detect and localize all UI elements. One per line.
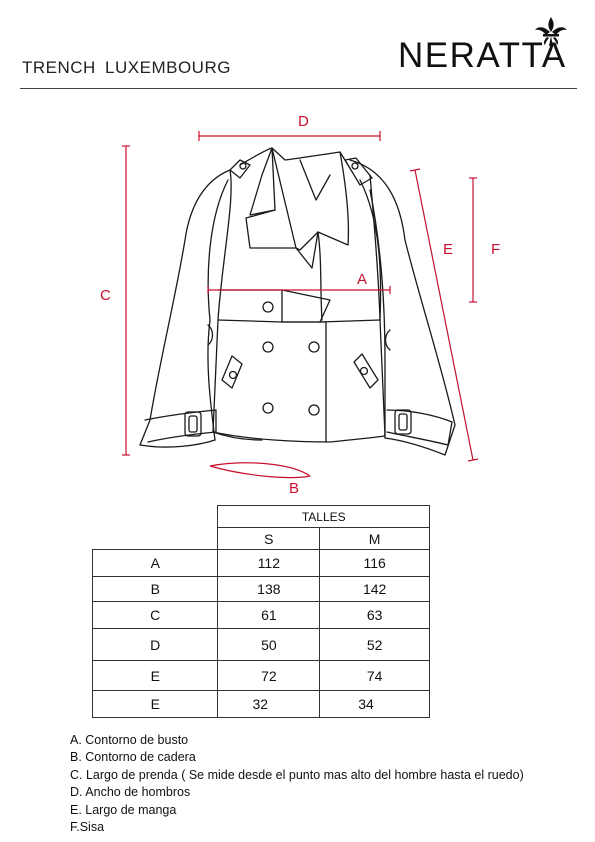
table-row [93, 691, 430, 718]
button [263, 403, 273, 413]
dimension-label-c: C [100, 287, 111, 304]
row-label: B [93, 577, 218, 602]
cell-m: 74 [320, 661, 430, 691]
table-row [93, 550, 430, 577]
dimension-label-b: B [289, 480, 300, 497]
cell-s: 138 [218, 577, 320, 602]
cell-m: 34 [320, 691, 430, 718]
cell-s: 32 [218, 691, 320, 718]
legend-item: D. Ancho de hombros [70, 785, 191, 800]
row-label: E [93, 691, 218, 718]
garment-diagram [0, 95, 595, 505]
measurement-legend [70, 732, 524, 836]
table-row [93, 577, 430, 602]
table-row [93, 602, 430, 629]
cell-m: 116 [320, 550, 430, 577]
brand-logo-text: NERATTA [398, 36, 567, 75]
cell-s: 72 [218, 661, 320, 691]
cell-s: 112 [218, 550, 320, 577]
left-epaulette [230, 160, 250, 178]
legend-item: C. Largo de prenda ( Se mide desde el punto mas alto del hombre hasta el ruedo) [70, 767, 524, 782]
button [309, 342, 319, 352]
cell-s: 50 [218, 629, 320, 661]
product-title: TRENCH LUXEMBOURG [22, 58, 231, 77]
legend-item: E. Largo de manga [70, 802, 177, 817]
dimension-label-f: F [491, 241, 501, 258]
row-label: C [93, 602, 218, 629]
cell-m: 142 [320, 577, 430, 602]
size-table [92, 505, 430, 718]
legend-item: F.Sisa [70, 820, 105, 835]
left-cuff-strap [145, 410, 216, 442]
row-label: A [93, 550, 218, 577]
button [263, 342, 273, 352]
table-row [93, 629, 430, 661]
legend-item: A. Contorno de busto [70, 733, 189, 747]
row-label: E [93, 661, 218, 691]
right-pocket [354, 354, 378, 388]
coat-body [213, 170, 385, 442]
right-epaulette [345, 158, 372, 185]
table-group-header: TALLES [218, 506, 430, 528]
button [263, 302, 273, 312]
cell-m: 63 [320, 602, 430, 629]
header-divider [20, 88, 577, 89]
legend-item: B. Contorno de cadera [70, 750, 196, 765]
collar [240, 148, 348, 165]
table-row [93, 661, 430, 691]
cell-s: 61 [218, 602, 320, 629]
dimension-label-e: E [443, 241, 454, 258]
button [309, 405, 319, 415]
row-label: D [93, 629, 218, 661]
dimension-label-d: D [298, 113, 309, 130]
size-header-m: M [320, 528, 430, 550]
right-lapel [318, 152, 348, 320]
dimension-label-a: A [357, 271, 368, 288]
size-header-s: S [218, 528, 320, 550]
cell-m: 52 [320, 629, 430, 661]
